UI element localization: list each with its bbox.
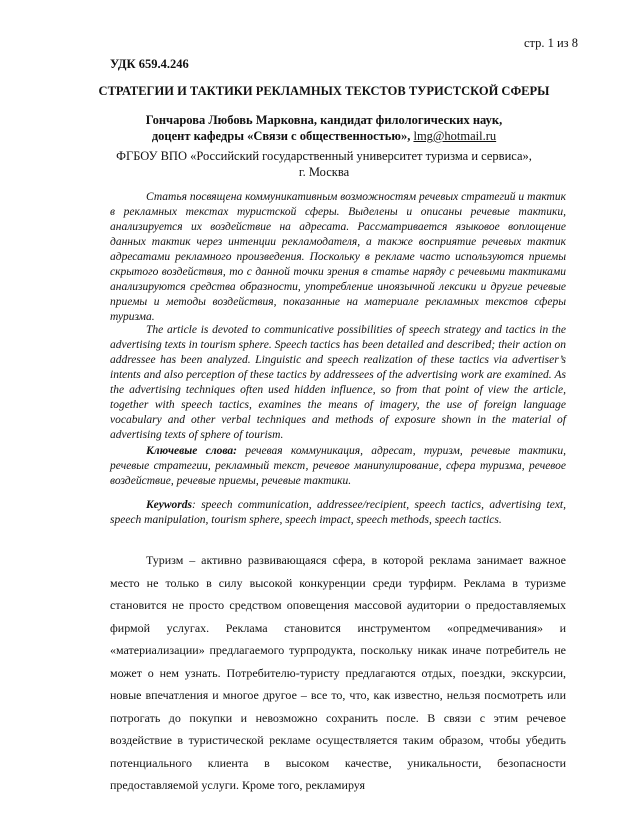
abstract-en <box>110 323 566 443</box>
abstract-en-text: The article is devoted to communicative possibilities of speech strategy and tactics in the advertising texts in tourism sphere. Speech tactics has been detailed and described; their action on addressee has been analyzed. Linguistic and speech realization of these tactics via advertiser’s intents and also perception of these tactics by addressees of the advertising work are examined. As the advertising techniques often used hidden influence, so from that point of view the article, together with speech tactics, examines the means of imagery, the use of foreign language vocabulary and other verbal techniques and methods of exposure shown in the material of advertising texts of sphere of tourism. <box>110 324 566 441</box>
author-email-link[interactable]: lmg@hotmail.ru <box>413 129 497 143</box>
author-position: доцент кафедры «Связи с общественностью», <box>151 129 411 143</box>
page-number: стр. 1 из 8 <box>523 36 578 50</box>
affiliation-line-1: ФГБОУ ВПО «Российский государственный университет туризма и сервиса», <box>116 149 532 163</box>
author-block <box>84 112 564 144</box>
body-paragraph: Туризм – активно развивающаяся сфера, в которой реклама занимает важное место не только в силу высокой конкуренции среди турфирм. Реклама в туризме становится не просто средством оповещения массовой аудитории о предоставляемых фирмой услугах. Реклама становится инструментом «опредмечивания» и «материализации» предлагаемого турпродукта, поскольку никак иначе потребитель не может о нем узнать. Потребителю-туристу предлагаются отдых, поездки, экскурсии, новые впечатления и многое другое – все то, что, как известно, нельзя посмотреть или потрогать до покупки и невозможно сохранить после. В связи с этим речевое воздействие в туристической рекламе осуществляется таким образом, чтобы убедить потенциального клиента в высоком качестве, уникальности, безопасности предоставляемой услуги. Кроме того, рекламируя <box>110 553 566 792</box>
body-text <box>110 549 566 797</box>
udk-code: УДК 659.4.246 <box>110 57 189 71</box>
keywords-ru-label: Ключевые слова: <box>146 445 238 457</box>
author-line-2 <box>84 128 564 144</box>
affiliation <box>84 148 564 180</box>
abstract-ru-text: Статья посвящена коммуникативным возможностям речевых стратегий и тактик в рекламных текстах туристской сферы. Выделены и описаны речевые тактики, анализируется их воздействие на адресата. Рассматривается языковое воплощение данных тактик через интенции рекламодателя, а также восприятие речевых тактик адресатами рекламного произведения. Поскольку в рекламе часто используются приемы скрытого воздействия, то с данной точки зрения в статье наряду с речевыми тактиками анализируются средства образности, употребление иноязычной лексики и другие речевые приемы и методы воздействия, показанные на материале рекламных текстов сферы туризма. <box>110 191 566 323</box>
article-title: СТРАТЕГИИ И ТАКТИКИ РЕКЛАМНЫХ ТЕКСТОВ ТУРИСТСКОЙ СФЕРЫ <box>98 84 550 98</box>
abstract-ru <box>110 190 566 325</box>
keywords-en-text: : speech communication, addressee/recipient, speech tactics, advertising text, speech manipulation, tourism sphere, speech impact, speech methods, speech tactics. <box>110 499 566 526</box>
affiliation-line-2: г. Москва <box>298 165 350 179</box>
keywords-en <box>110 498 566 528</box>
keywords-en-label: Keywords <box>146 499 192 511</box>
author-line-1: Гончарова Любовь Марковна, кандидат филологических наук, <box>145 113 503 127</box>
keywords-ru-text: речевая коммуникация, адресат, туризм, речевые тактики, речевые стратегии, рекламный текст, речевое манипулирование, сфера туризма, речевое воздействие, речевые приемы, речевые тактики. <box>110 445 567 487</box>
keywords-ru <box>110 444 566 489</box>
